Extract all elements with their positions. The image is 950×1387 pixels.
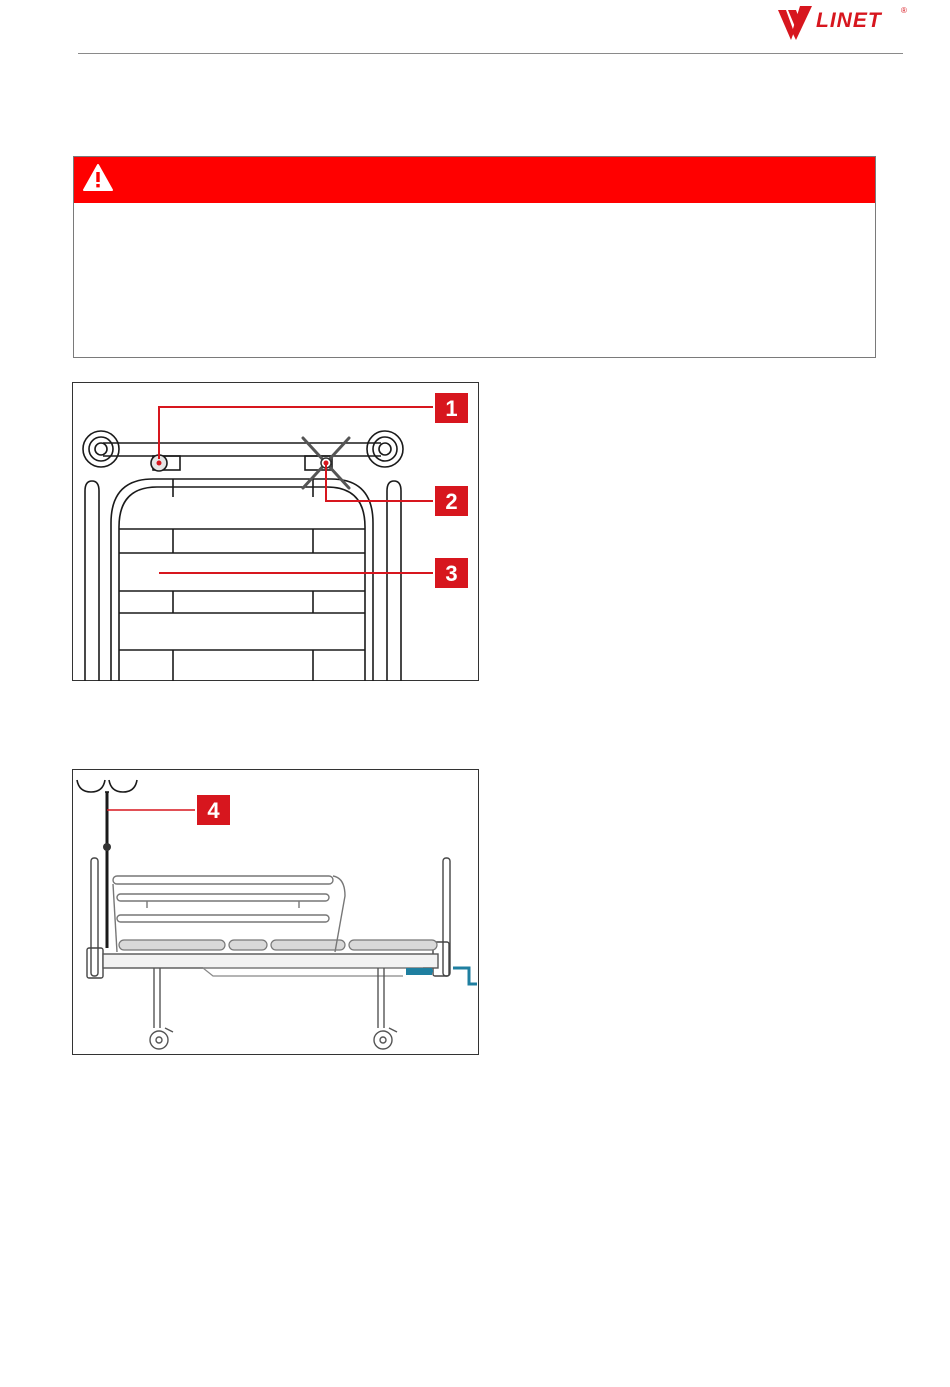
figure-bed-headboard xyxy=(72,382,479,681)
callout-4: 4 xyxy=(207,798,220,823)
callout-3: 3 xyxy=(445,561,458,586)
registered-mark: ® xyxy=(901,6,907,15)
brand-name: LINET xyxy=(816,9,882,32)
linet-logo xyxy=(776,4,908,42)
linet-logo-mark-icon xyxy=(776,4,816,42)
warning-triangle-icon xyxy=(82,163,114,193)
headboard-illustration xyxy=(73,383,480,682)
figure-bed-side-view xyxy=(72,769,479,1055)
callout-1: 1 xyxy=(445,396,458,421)
warning-box xyxy=(73,156,876,358)
header-divider xyxy=(78,53,903,54)
warning-header-bar xyxy=(74,157,875,203)
callout-2: 2 xyxy=(445,489,458,514)
bed-side-illustration xyxy=(73,770,480,1056)
